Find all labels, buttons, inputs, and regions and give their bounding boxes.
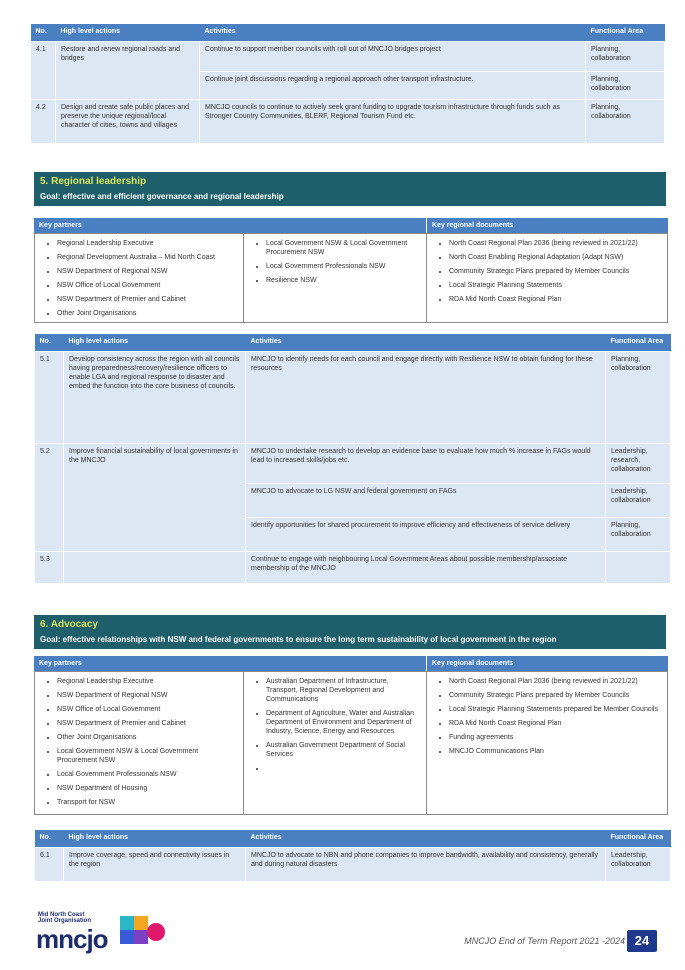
section-5-banner [34,172,666,206]
row-no: 5.2 [35,444,64,552]
table-header-row [31,24,665,42]
row-no: 5.1 [35,352,64,444]
list-item: • Community Strategic Plans prepared by Member Councils [449,691,661,700]
row-action [64,552,246,584]
partners-col-1 [34,233,244,323]
row-area: Planning, collaboration [586,72,665,100]
section-6-title: 6. Advocacy [40,619,98,630]
partners-col-2 [243,233,427,323]
partners-col-1 [34,671,244,815]
list-item: • Local Government Professionals NSW [266,262,420,271]
header-actions: High level actions [56,24,200,42]
table-header-row [35,334,671,352]
partners-col-2 [243,671,427,815]
section-6-actions-table [34,830,671,882]
row-no: 6.1 [35,848,64,882]
list-item: • Resilience NSW [266,276,420,285]
list-item: • Local Strategic Planning Statements [449,281,661,290]
table-row [35,444,671,484]
table-row [31,42,665,72]
row-area: Leadership, collaboration [606,848,671,882]
list-item: • MNCJO Communications Plan [449,747,661,756]
row-area: Planning, collaboration [586,100,665,144]
header-area: Functional Area [586,24,665,42]
key-partners-header: Key partners [34,218,426,233]
logo-text: mncjo [36,924,108,954]
row-action: Design and create safe public places and preserve the unique regional/local character of cities, towns and villages [56,100,200,144]
table-header-row [35,830,671,848]
row-action: Restore and renew regional roads and bridges [56,42,200,100]
row-action: Improve coverage, speed and connectivity issues in the region [64,848,246,882]
header-activities: Activities [200,24,586,42]
key-documents-header: Key regional documents [427,656,668,671]
row-activity: Continue to support member councils with roll out of MNCJO bridges project [200,42,586,72]
table-row [31,100,665,144]
list-item [266,764,420,773]
list-item: • RDA Mid North Coast Regional Plan [449,719,661,728]
header-activities: Activities [246,334,606,352]
header-activities: Activities [246,830,606,848]
row-activity: MNCJO councils to continue to actively seek grant funding to upgrade tourism infrastructure through funds such as Stronger Country Communities, BLERF, Regional Tourism Fund etc. [200,100,586,144]
top-actions-table [30,24,665,144]
row-area: Planning, collaboration [606,518,671,552]
list-item: • Regional Leadership Executive [57,677,237,686]
list-item: • North Coast Regional Plan 2036 (being reviewed in 2021/22) [449,677,661,686]
list-item: • North Coast Regional Plan 2036 (being reviewed in 2021/22) [449,239,661,248]
section-6-banner [34,615,666,649]
list-item: • RDA Mid North Coast Regional Plan [449,295,661,304]
row-area: Planning, collaboration [586,42,665,72]
mncjo-logo [36,924,108,955]
list-item: • Local Government NSW & Local Government Procurement NSW [57,747,237,765]
row-action: Develop consistency across the region with all councils having preparedness/recovery/resilience officers to enable LGA and regional response to disaster and embed the function into the core business of councils. [64,352,246,444]
row-area: Planning, collaboration [606,352,671,444]
section-5-goal: Goal: effective and efficient governance and regional leadership [40,192,284,201]
section-5-actions-table [34,334,671,584]
logo-subtitle: Mid North Coast Joint Organisation [38,912,92,924]
row-area: Leadership, research, collaboration [606,444,671,484]
report-title: MNCJO End of Term Report 2021 -2024 [464,936,625,946]
row-no: 4.1 [31,42,56,100]
list-item: • NSW Department of Regional NSW [57,267,237,276]
header-area: Functional Area [606,830,671,848]
key-partners-header: Key partners [34,656,426,671]
list-item: • NSW Department of Premier and Cabinet [57,295,237,304]
documents-col [426,233,668,323]
header-actions: High level actions [64,830,246,848]
list-item: • Other Joint Organisations [57,733,237,742]
list-item: • Regional Development Australia – Mid North Coast [57,253,237,262]
row-activity: MNCJO to advocate to LG NSW and federal government on FAGs [246,484,606,518]
row-activity: Identify opportunities for shared procurement to improve efficiency and effectiveness of service delivery [246,518,606,552]
section-5-title: 5. Regional leadership [40,176,147,187]
row-no: 4.2 [31,100,56,144]
row-area: Leadership, collaboration [606,484,671,518]
row-activity: Continue to engage with neighbouring Local Government Areas about possible membership/associate membership of the MNCJO [246,552,606,584]
list-item: • Department of Agriculture, Water and Australian Department of Environment and Department of Industry, Science, Energy and Resources [266,709,420,736]
row-action: Improve financial sustainability of local governments in the MNCJO [64,444,246,552]
header-no: No. [31,24,56,42]
list-item: • Australian Government Department of Social Services [266,741,420,759]
section-6-goal: Goal: effective relationships with NSW and federal governments to ensure the long term sustainability of local government in the region [40,635,557,644]
list-item: • Local Government Professionals NSW [57,770,237,779]
row-no: 5.3 [35,552,64,584]
list-item: • NSW Office of Local Government [57,705,237,714]
list-item: • Community Strategic Plans prepared by Member Councils [449,267,661,276]
list-item: • North Coast Enabling Regional Adaptation (Adapt NSW) [449,253,661,262]
logo-mark-icon [118,912,166,948]
list-item: • NSW Department of Premier and Cabinet [57,719,237,728]
key-documents-header: Key regional documents [427,218,668,233]
table-row [35,848,671,882]
list-item: • Other Joint Organisations [57,309,237,318]
list-item: • Funding agreements [449,733,661,742]
list-item: • Local Strategic Planning Statements prepared be Member Councils [449,705,661,714]
documents-col [426,671,668,815]
header-actions: High level actions [64,334,246,352]
list-item: • Australian Department of Infrastructure, Transport, Regional Development and Communications [266,677,420,704]
list-item: • Transport for NSW [57,798,237,807]
header-area: Functional Area [606,334,671,352]
row-activity: Continue joint discussions regarding a regional approach other transport infrastructure. [200,72,586,100]
list-item: • NSW Office of Local Government [57,281,237,290]
list-item: • Regional Leadership Executive [57,239,237,248]
header-no: No. [35,830,64,848]
table-row [35,352,671,444]
list-item: • NSW Department of Regional NSW [57,691,237,700]
row-activity: MNCJO to undertake research to develop an evidence base to evaluate how much % increase in FAGs would lead to increased skills/jobs etc. [246,444,606,484]
list-item: • NSW Department of Housing [57,784,237,793]
row-activity: MNCJO to identify needs for each council and engage directly with Resilience NSW to obtain funding for these resources [246,352,606,444]
row-area [606,552,671,584]
page-number: 24 [627,930,657,952]
header-no: No. [35,334,64,352]
table-row [35,552,671,584]
row-activity: MNCJO to advocate to NBN and phone companies to improve bandwidth, availability and consistency, generally and during natural disasters [246,848,606,882]
list-item: • Local Government NSW & Local Government Procurement NSW [266,239,420,257]
